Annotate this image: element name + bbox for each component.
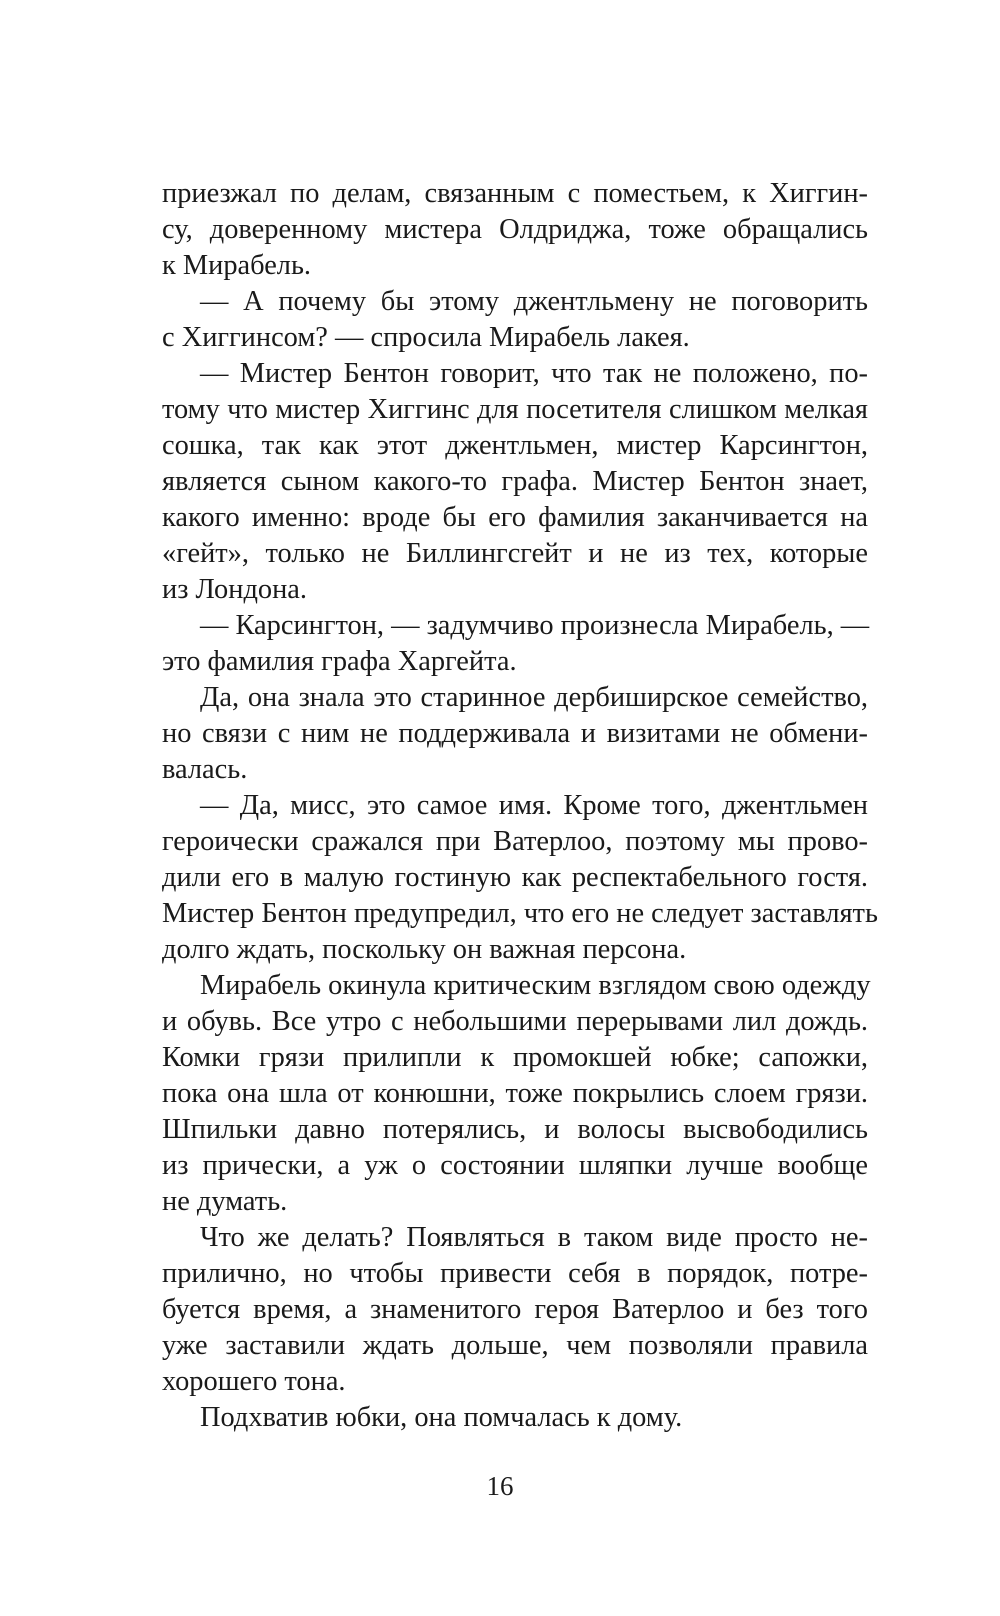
text-line: сошка, так как этот джентльмен, мистер Карсингтон, bbox=[162, 430, 868, 461]
text-line: и обувь. Все утро с небольшими перерывами лил дождь. bbox=[162, 1006, 868, 1037]
text-line: из прически, а уж о состоянии шляпки лучше вообще bbox=[162, 1150, 868, 1181]
text-line: какого именно: вроде бы его фамилия заканчивается на bbox=[162, 502, 868, 533]
text-line: Что же делать? Появляться в таком виде просто не- bbox=[200, 1222, 868, 1253]
text-line: уже заставили ждать дольше, чем позволяли правила bbox=[162, 1330, 868, 1361]
text-line: не думать. bbox=[162, 1186, 288, 1217]
text-line: Подхватив юбки, она помчалась к дому. bbox=[200, 1402, 683, 1433]
text-line: — Карсингтон, — задумчиво произнесла Мирабель, — bbox=[200, 610, 870, 641]
text-line: хорошего тона. bbox=[162, 1366, 346, 1397]
text-line: Да, она знала это старинное дербиширское семейство, bbox=[200, 682, 868, 713]
text-line: Комки грязи прилипли к промокшей юбке; сапожки, bbox=[162, 1042, 868, 1073]
text-line: из Лондона. bbox=[162, 574, 307, 605]
text-line: — Мистер Бентон говорит, что так не положено, по- bbox=[200, 358, 868, 389]
text-line: дили его в малую гостиную как респектабельного гостя. bbox=[162, 862, 868, 893]
text-line: к Мирабель. bbox=[162, 250, 312, 281]
text-line: — А почему бы этому джентльмену не поговорить bbox=[200, 286, 868, 317]
text-line: «гейт», только не Биллингсгейт и не из тех, которые bbox=[162, 538, 868, 569]
text-line: су, доверенному мистера Олдриджа, тоже обращались bbox=[162, 214, 868, 245]
text-line: валась. bbox=[162, 754, 248, 785]
text-line: долго ждать, поскольку он важная персона. bbox=[162, 934, 687, 965]
text-line: Мирабель окинула критическим взглядом свою одежду bbox=[200, 970, 871, 1001]
text-line: является сыном какого-то графа. Мистер Бентон знает, bbox=[162, 466, 868, 497]
text-line: Мистер Бентон предупредил, что его не следует заставлять bbox=[162, 898, 878, 929]
body-text bbox=[162, 176, 878, 1436]
text-line: это фамилия графа Харгейта. bbox=[162, 646, 517, 677]
text-line: пока она шла от конюшни, тоже покрылись слоем грязи. bbox=[162, 1078, 868, 1109]
text-line: Шпильки давно потерялись, и волосы высвободились bbox=[162, 1114, 868, 1145]
text-line: тому что мистер Хиггинс для посетителя слишком мелкая bbox=[162, 394, 868, 425]
text-line: приезжал по делам, связанным с поместьем, к Хиггин- bbox=[162, 178, 868, 209]
text-line: но связи с ним не поддерживала и визитами не обмени- bbox=[162, 718, 868, 749]
text-line: — Да, мисс, это самое имя. Кроме того, джентльмен bbox=[200, 790, 868, 821]
text-line: прилично, но чтобы привести себя в порядок, потре- bbox=[162, 1258, 868, 1289]
text-line: героически сражался при Ватерлоо, поэтому мы прово- bbox=[162, 826, 868, 857]
page-number: 16 bbox=[486, 1471, 514, 1501]
text-line: буется время, а знаменитого героя Ватерлоо и без того bbox=[162, 1294, 868, 1325]
text-line: с Хиггинсом? — спросила Мирабель лакея. bbox=[162, 322, 690, 353]
